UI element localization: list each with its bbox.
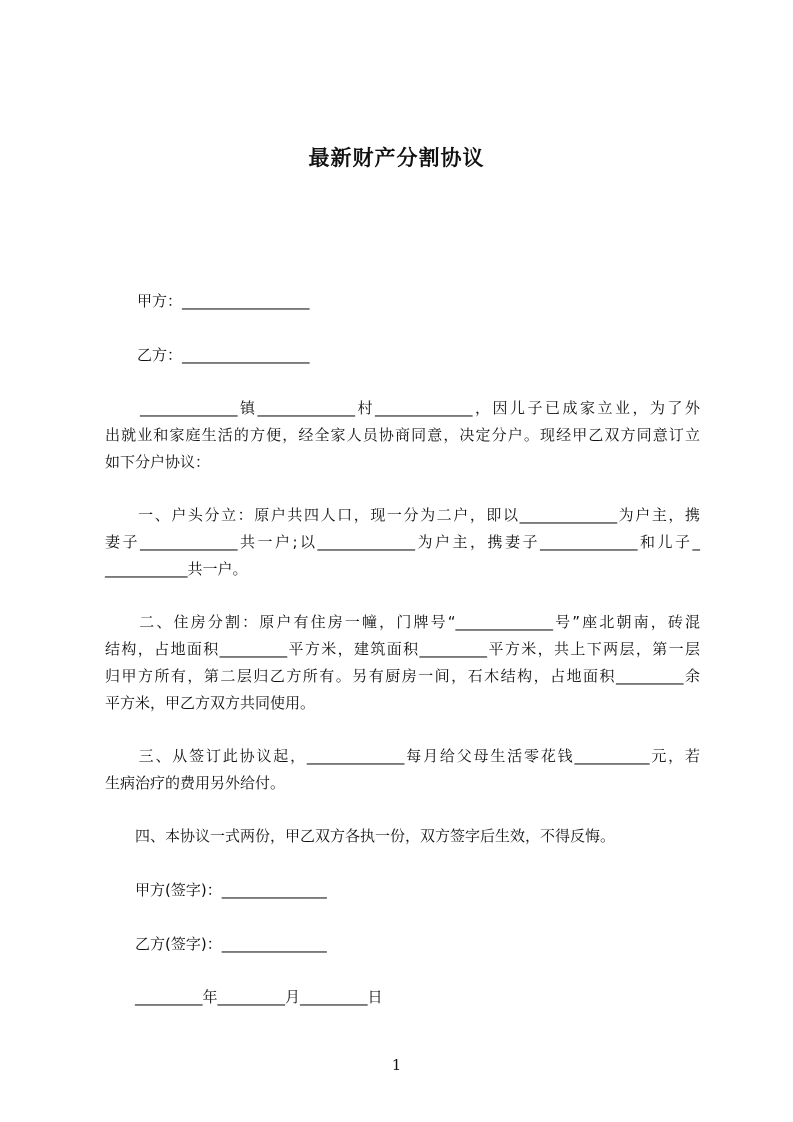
page-number: 1 — [391, 1056, 402, 1074]
clause-1-line-1: 一、户头分立：原户共四人口，现一分为二户，即以_____________为户主，携 — [105, 506, 700, 524]
clause-3-line-1: 三、从签订此协议起，_____________每月给父母生活零花钱__________元，若 — [105, 747, 700, 765]
date-line: _________年_________月_________日 — [105, 988, 383, 1006]
intro-line-1: _____________镇_____________村_____________，因儿子已成家立业，为了外 — [105, 399, 700, 417]
party-b-line: 乙方：_________________ — [137, 346, 310, 364]
clause-2-line-2: 结构，占地面积_________平方米，建筑面积_________平方米，共上下两层，第一层 — [105, 640, 700, 658]
clause-1-line-3: ___________共一户。 — [105, 560, 248, 578]
intro-line-3: 如下分户协议： — [105, 453, 211, 471]
document-title: 最新财产分割协议 — [308, 146, 485, 170]
clause-2-line-4: 平方米，甲乙方双方共同使用。 — [105, 694, 316, 712]
intro-line-2: 出就业和家庭生活的方便，经全家人员协商同意，决定分户。现经甲乙双方同意订立 — [105, 426, 700, 444]
clause-2-line-3: 归甲方所有，第二层归乙方所有。另有厨房一间，石木结构，占地面积_________余 — [105, 667, 700, 685]
party-a-line: 甲方：_________________ — [137, 292, 310, 310]
signature-a-line: 甲方(签字)：______________ — [105, 881, 327, 899]
signature-b-line: 乙方(签字)：______________ — [105, 935, 327, 953]
clause-3-line-2: 生病治疗的费用另外给付。 — [105, 774, 286, 792]
clause-1-line-2: 妻子_____________共一户;以_____________为户主，携妻子_____________和儿子_ — [105, 533, 700, 551]
clause-2-line-1: 二、住房分割：原户有住房一幢，门牌号“_____________号”座北朝南，砖混 — [105, 613, 700, 631]
clause-4-line: 四、本协议一式两份，甲乙双方各执一份，双方签字后生效，不得反悔。 — [105, 827, 616, 845]
